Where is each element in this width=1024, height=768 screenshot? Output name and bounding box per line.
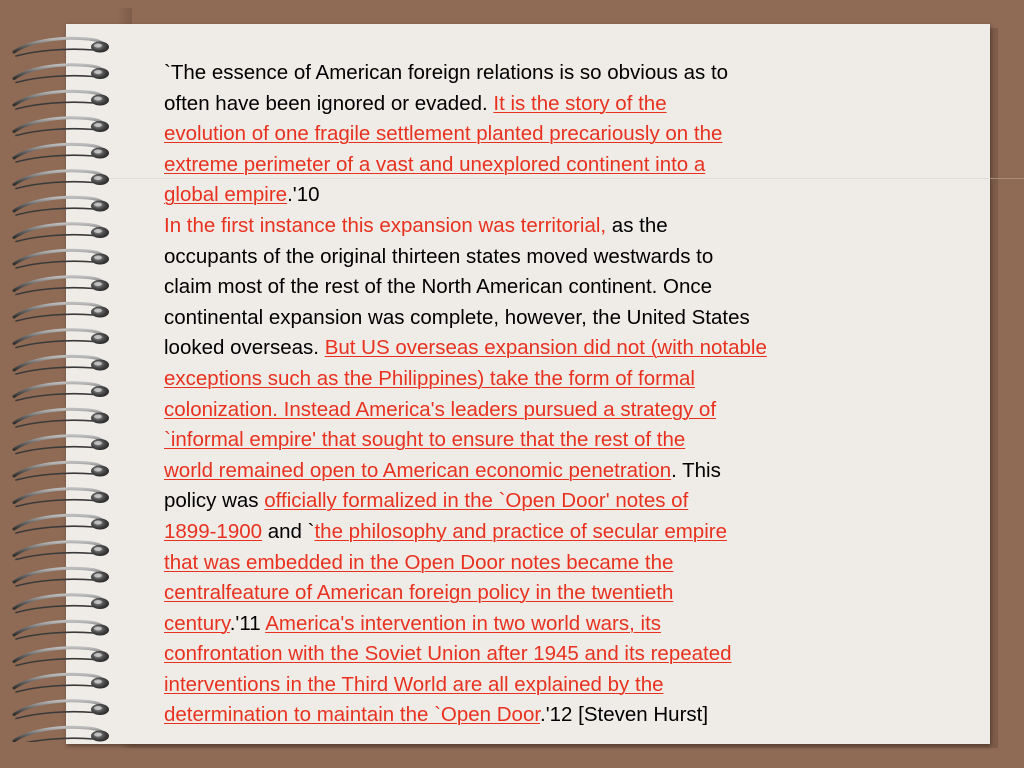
highlighted-link-text[interactable]: interventions in the Third World are all explained by the [164,672,664,696]
text-line [164,58,924,89]
text-line [164,578,924,609]
text-line [164,395,924,426]
spiral-ring-icon [14,436,109,454]
text-line [164,242,924,273]
highlighted-link-text[interactable]: colonization. Instead America's leaders pursued a strategy of [164,397,717,421]
text-line [164,150,924,181]
text-line [164,548,924,579]
highlighted-link-text[interactable]: `informal empire' that sought to ensure that the rest of the [164,428,686,452]
spiral-ring-icon [14,144,109,162]
spiral-ring-icon [14,65,109,83]
body-text: . This [671,458,721,482]
text-line [164,119,924,150]
text-line [164,517,924,548]
highlighted-link-text[interactable]: centralfeature of American foreign policy in the twentieth [164,581,674,605]
spiral-ring-icon [14,621,109,639]
spiral-ring-icon [14,277,109,295]
text-line [164,89,924,120]
body-text: looked overseas. [164,336,325,360]
spiral-ring-icon [14,674,109,692]
body-text: policy was [164,489,265,513]
spiral-ring-icon [14,171,109,189]
spiral-ring-icon [14,727,109,742]
spiral-ring-icon [14,595,109,613]
text-line [164,486,924,517]
highlighted-link-text[interactable]: But US overseas expansion did not (with notable [324,336,767,360]
spiral-ring-icon [14,303,109,321]
spiral-ring-icon [14,250,109,268]
highlighted-link-text[interactable]: confrontation with the Soviet Union after 1945 and its repeated [164,642,732,666]
spiral-ring-icon [14,462,109,480]
spiral-ring-icon [14,409,109,427]
highlighted-link-text[interactable]: 1899-1900 [164,519,263,543]
spiral-ring-icon [14,542,109,560]
highlighted-link-text[interactable]: that was embedded in the Open Door notes became the [164,550,674,574]
text-line [164,425,924,456]
text-line [164,303,924,334]
spiral-ring-icon [14,91,109,109]
spiral-ring-icon [14,224,109,242]
spiral-ring-icon [14,515,109,533]
text-line [164,272,924,303]
highlighted-link-text[interactable]: exceptions such as the Philippines) take the form of formal [164,366,695,390]
text-line [164,456,924,487]
body-text: continental expansion was complete, however, the United States [164,305,750,329]
background-fold-line [990,178,1024,179]
text-line [164,670,924,701]
text-line [164,180,924,211]
quotation-text [164,58,924,731]
body-text: as the [606,213,668,237]
body-text: .'11 [229,611,266,635]
highlighted-link-text[interactable]: evolution of one fragile settlement planted precariously on the [164,122,723,146]
spiral-ring-icon [14,38,109,56]
spiral-ring-icon [14,648,109,666]
highlighted-text: In the first instance this expansion was territorial, [164,213,607,237]
body-text: and ` [262,519,315,543]
body-text: .'12 [Steven Hurst] [540,703,709,727]
highlighted-link-text[interactable]: the philosophy and practice of secular empire [314,519,727,543]
text-line [164,211,924,242]
spiral-ring-icon [14,197,109,215]
text-line [164,700,924,731]
body-text: `The essence of American foreign relations is so obvious as to [164,61,729,84]
highlighted-link-text[interactable]: global empire [164,183,288,207]
body-text: .'10 [287,183,320,207]
spiral-ring-icon [14,701,109,719]
body-text: claim most of the rest of the North American continent. Once [164,275,713,299]
text-line [164,609,924,640]
highlighted-link-text[interactable]: extreme perimeter of a vast and unexplored continent into a [164,152,706,176]
spiral-ring-icon [14,330,109,348]
spiral-ring-icon [14,118,109,136]
highlighted-link-text[interactable]: America's intervention in two world wars, its [265,611,662,635]
spiral-ring-icon [14,383,109,401]
highlighted-link-text[interactable]: world remained open to American economic penetration [164,458,672,482]
spiral-ring-icon [14,568,109,586]
text-line [164,333,924,364]
spiral-ring-icon [14,356,109,374]
spiral-binding-icon [8,26,118,742]
highlighted-link-text[interactable]: determination to maintain the `Open Door [164,703,541,727]
highlighted-link-text[interactable]: officially formalized in the `Open Door' notes of [264,489,689,513]
text-line [164,364,924,395]
spiral-ring-icon [14,489,109,507]
body-text: often have been ignored or evaded. [164,91,494,115]
highlighted-link-text[interactable]: It is the story of the [493,91,667,115]
highlighted-link-text[interactable]: century [164,611,230,635]
body-text: occupants of the original thirteen states moved westwards to [164,244,714,268]
text-line [164,639,924,670]
